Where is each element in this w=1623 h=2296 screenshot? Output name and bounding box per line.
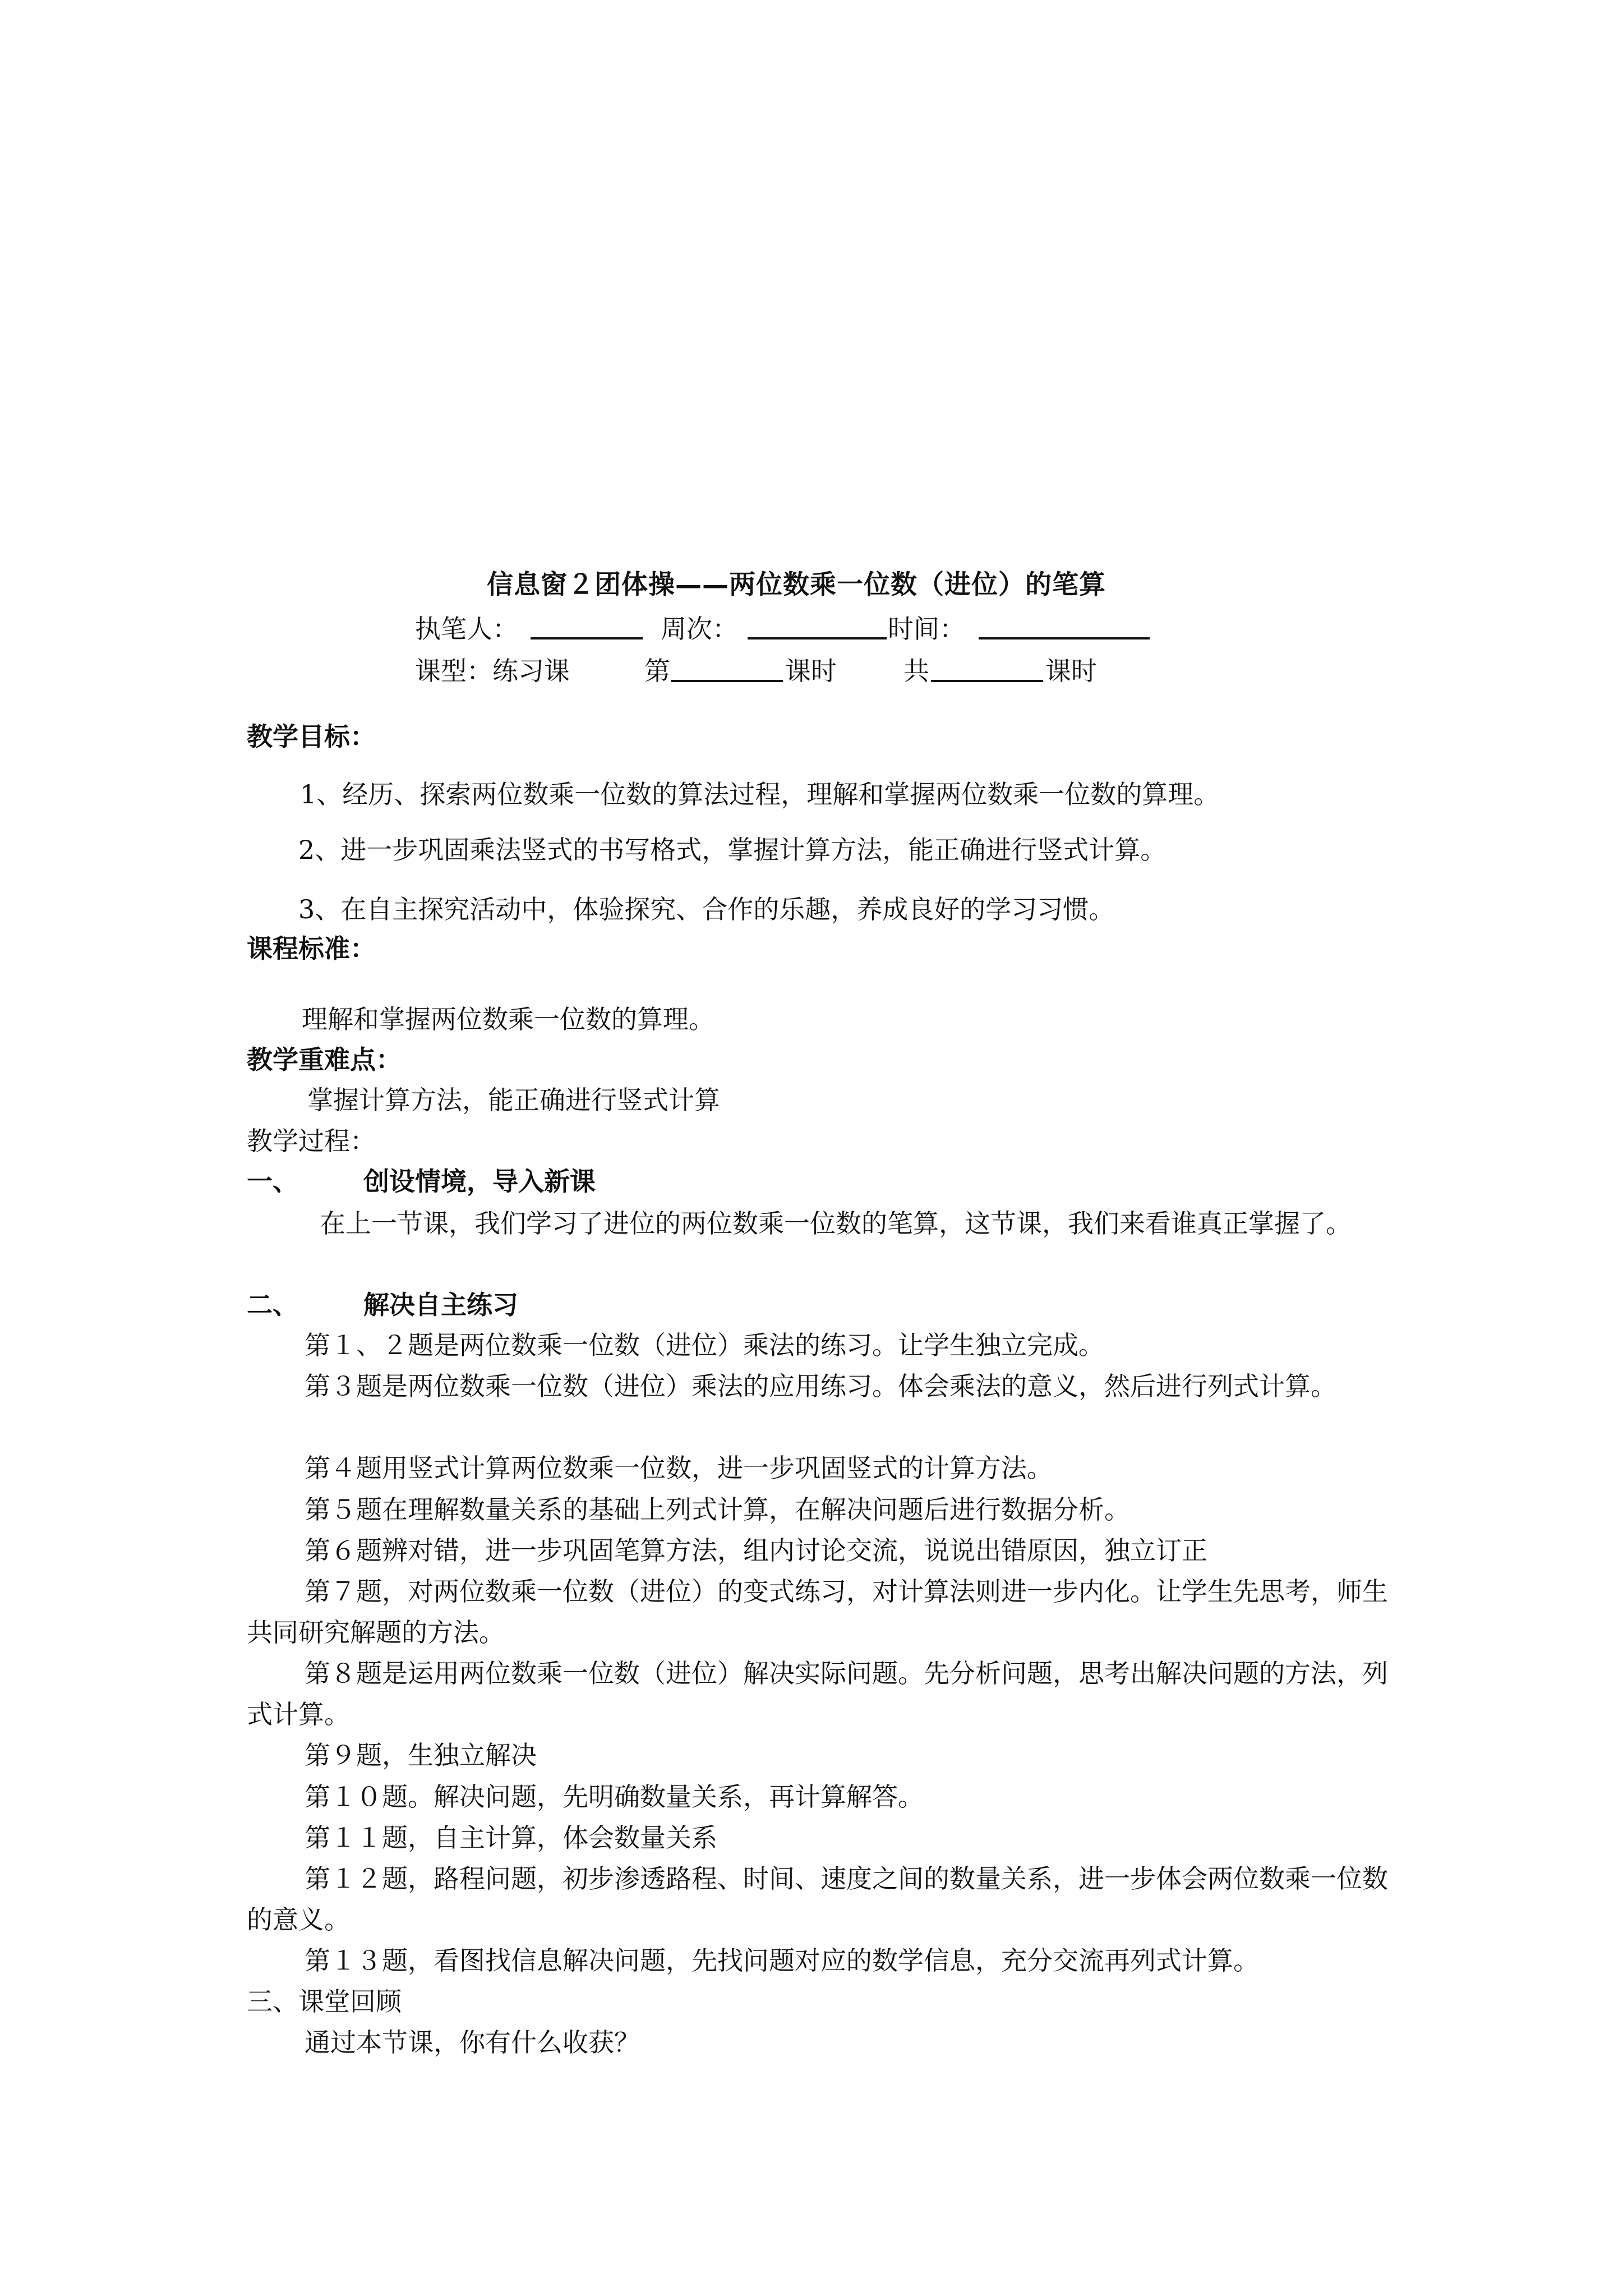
exercise-item: 第１０题。解决问题，先明确数量关系，再计算解答。 — [305, 1782, 924, 1812]
section3-title: 三、课堂回顾 — [247, 1986, 402, 2017]
section2-number: 二、 — [247, 1290, 298, 1320]
keypoints-text: 掌握计算方法，能正确进行竖式计算 — [307, 1085, 720, 1115]
exercise-item: 第１１题，自主计算，体会数量关系 — [305, 1823, 717, 1853]
exercise-item: 第１３题，看图找信息解决问题，先找问题对应的数学信息，充分交流再列式计算。 — [305, 1945, 1259, 1976]
author-blank — [531, 637, 643, 639]
author-label: 执笔人： — [415, 614, 518, 644]
week-blank — [748, 637, 887, 639]
exercise-item: 第１、２题是两位数乘一位数（进位）乘法的练习。让学生独立完成。 — [305, 1330, 1104, 1360]
exercise-item: 第３题是两位数乘一位数（进位）乘法的应用练习。体会乘法的意义，然后进行列式计算。 — [305, 1371, 1336, 1401]
exercise-item: 第９题，生独立解决 — [305, 1740, 537, 1770]
objectives-heading: 教学目标： — [247, 721, 376, 752]
time-label: 时间： — [888, 614, 965, 644]
exercise-item: 第４题用竖式计算两位数乘一位数，进一步巩固竖式的计算方法。 — [305, 1453, 1053, 1483]
section3-text: 通过本节课，你有什么收获？ — [305, 2027, 640, 2058]
total-blank — [931, 680, 1043, 682]
section1-text: 在上一节课，我们学习了进位的两位数乘一位数的笔算，这节课，我们来看谁真正掌握了。 — [320, 1208, 1352, 1239]
exercise-item: 第８题是运用两位数乘一位数（进位）解决实际问题。先分析问题，思考出解决问题的方法，列式计算。 — [247, 1658, 1388, 1729]
total-suffix: 课时 — [1045, 656, 1097, 686]
time-blank — [979, 637, 1150, 639]
total-prefix: 共 — [903, 656, 929, 686]
exercise-item: 第１２题，路程问题，初步渗透路程、时间、速度之间的数量关系，进一步体会两位数乘一位数的意义。 — [247, 1864, 1388, 1935]
exercise-item: 第６题辨对错，进一步巩固笔算方法，组内讨论交流，说说出错原因，独立订正 — [305, 1535, 1207, 1566]
standard-heading: 课程标准： — [247, 933, 376, 964]
lesson-type: 课型：练习课 — [415, 656, 570, 686]
document-title: 信息窗２团体操——两位数乘一位数（进位）的笔算 — [487, 569, 1106, 600]
objective-item: 3、在自主探究活动中，体验探究、合作的乐趣，养成良好的学习习惯。 — [298, 894, 1115, 924]
section1-number: 一、 — [247, 1166, 298, 1197]
standard-text: 理解和掌握两位数乘一位数的算理。 — [302, 1004, 714, 1034]
keypoints-heading: 教学重难点： — [247, 1045, 402, 1075]
lesson-suffix: 课时 — [785, 656, 837, 686]
objective-item: 2、进一步巩固乘法竖式的书写格式，掌握计算方法，能正确进行竖式计算。 — [298, 835, 1166, 865]
section1-title: 创设情境，导入新课 — [363, 1166, 596, 1197]
process-heading: 教学过程： — [247, 1126, 376, 1156]
section2-title: 解决自主练习 — [363, 1290, 518, 1320]
exercise-item: 第５题在理解数量关系的基础上列式计算，在解决问题后进行数据分析。 — [305, 1494, 1130, 1525]
week-label: 周次： — [661, 614, 738, 644]
lesson-blank — [671, 680, 783, 682]
objective-item: 1、经历、探索两位数乘一位数的算法过程，理解和掌握两位数乘一位数的算理。 — [300, 779, 1220, 809]
exercise-item: 第７题，对两位数乘一位数（进位）的变式练习，对计算法则进一步内化。让学生先思考，师生共同研究解题的方法。 — [247, 1576, 1388, 1648]
lesson-prefix: 第 — [644, 656, 670, 686]
